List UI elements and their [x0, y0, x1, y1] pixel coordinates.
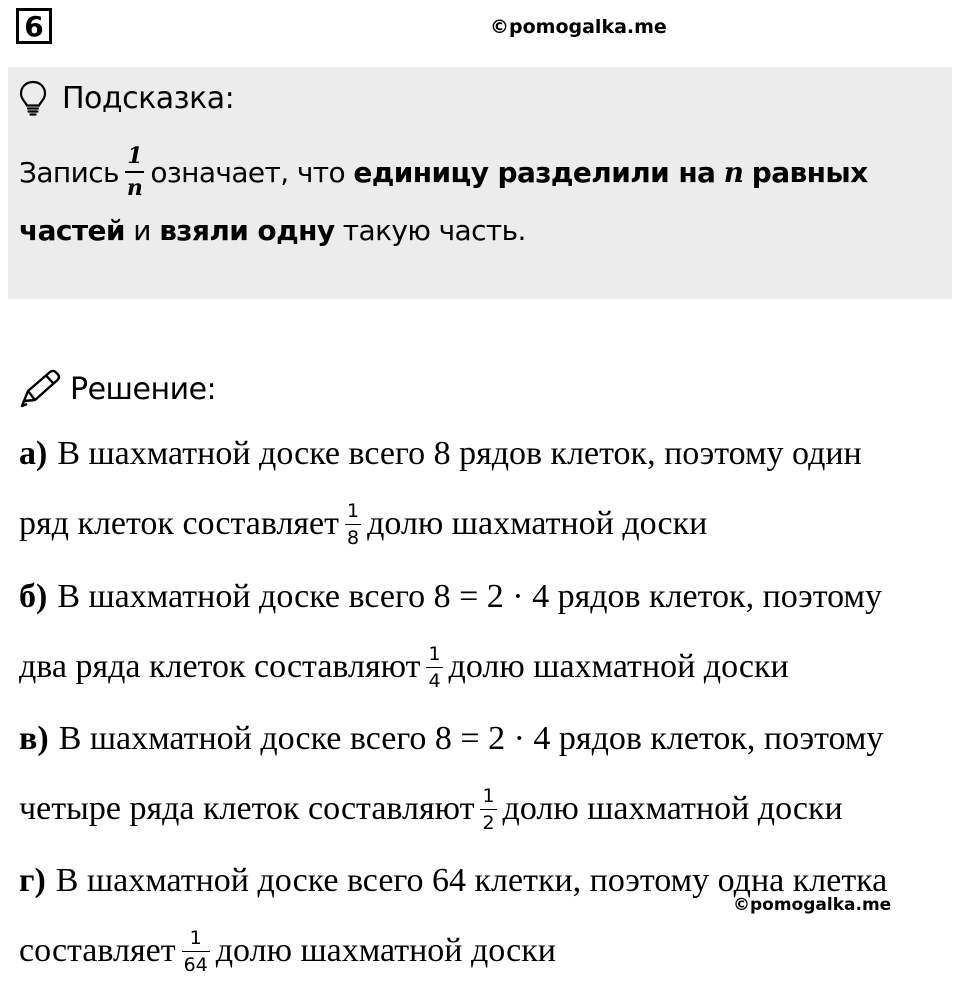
solution-item-b-line-1: [19, 567, 882, 627]
lightbulb-icon: [18, 80, 48, 116]
fraction-denominator: 8: [347, 526, 360, 549]
hint-bold-text-2: равных: [751, 155, 868, 189]
item-text-post: долю шахматной доски: [215, 932, 556, 969]
fraction-bar: [182, 951, 210, 952]
fraction-bar: [125, 171, 144, 173]
fraction: [426, 643, 442, 692]
solution-item-v-line-2: [19, 779, 843, 839]
fraction-numerator: 1: [428, 642, 441, 665]
item-label: б): [19, 578, 48, 615]
hint-line-1: [19, 140, 868, 204]
hint-text-post: такую часть.: [342, 213, 526, 247]
task-number: 6: [16, 8, 52, 44]
watermark-top: ©pomogalka.me: [490, 16, 667, 38]
watermark-bottom: ©pomogalka.me: [733, 895, 892, 915]
item-text-post: долю шахматной доски: [502, 790, 843, 827]
fraction-bar: [480, 809, 496, 810]
hint-fraction-denominator: n: [126, 175, 143, 201]
item-text-post: долю шахматной доски: [367, 505, 708, 542]
fraction-denominator: 2: [482, 811, 495, 834]
fraction: [182, 927, 210, 976]
fraction-bar: [426, 667, 442, 668]
item-label: в): [19, 720, 49, 757]
item-text-pre: ряд клеток составляет: [19, 505, 339, 542]
hint-fraction-numerator: 1: [127, 143, 142, 169]
item-text: В шахматной доске всего 8 рядов клеток, поэтому один: [57, 435, 862, 472]
hint-variable-n: n: [723, 155, 744, 189]
solution-item-a-line-2: [19, 494, 707, 554]
solution-item-g-line-2: [19, 921, 556, 981]
item-text-post: долю шахматной доски: [448, 648, 789, 685]
fraction: [480, 785, 496, 834]
item-label: г): [19, 862, 46, 899]
fraction-denominator: 64: [183, 953, 208, 976]
hint-text-and: и: [133, 213, 151, 247]
solution-title: Решение:: [70, 371, 217, 407]
item-text: В шахматной доске всего 8 = 2 · 4 рядов клеток, поэтому: [57, 578, 883, 615]
hint-text-mid: означает, что: [150, 155, 346, 189]
solution-item-v-line-1: [19, 709, 883, 769]
hint-header: [18, 80, 234, 116]
fraction-denominator: 4: [428, 669, 441, 692]
fraction-bar: [345, 524, 361, 525]
fraction-numerator: 1: [189, 926, 202, 949]
item-text-pre: составляет: [19, 932, 176, 969]
hint-bold-text: единицу разделили на: [353, 155, 716, 189]
fraction-numerator: 1: [347, 499, 360, 522]
hint-line-2: [19, 208, 526, 252]
hint-bold-take-one: взяли одну: [159, 213, 335, 247]
hint-title: Подсказка:: [62, 80, 235, 116]
solution-header: [18, 368, 216, 410]
item-text: В шахматной доске всего 8 = 2 · 4 рядов клеток, поэтому: [58, 720, 884, 757]
item-text: В шахматной доске всего 64 клетки, поэтому одна клетка: [55, 862, 888, 899]
item-text-pre: четыре ряда клеток составляют: [19, 790, 475, 827]
pencil-icon: [18, 369, 62, 409]
solution-item-a-line-1: [19, 424, 862, 484]
item-text-pre: два ряда клеток составляют: [19, 648, 421, 685]
item-label: а): [19, 435, 48, 472]
hint-bold-parts: частей: [19, 213, 125, 247]
fraction: [345, 500, 361, 549]
fraction-numerator: 1: [482, 784, 495, 807]
hint-fraction: [125, 143, 144, 201]
hint-text-pre: Запись: [19, 155, 119, 189]
solution-item-b-line-2: [19, 637, 789, 697]
